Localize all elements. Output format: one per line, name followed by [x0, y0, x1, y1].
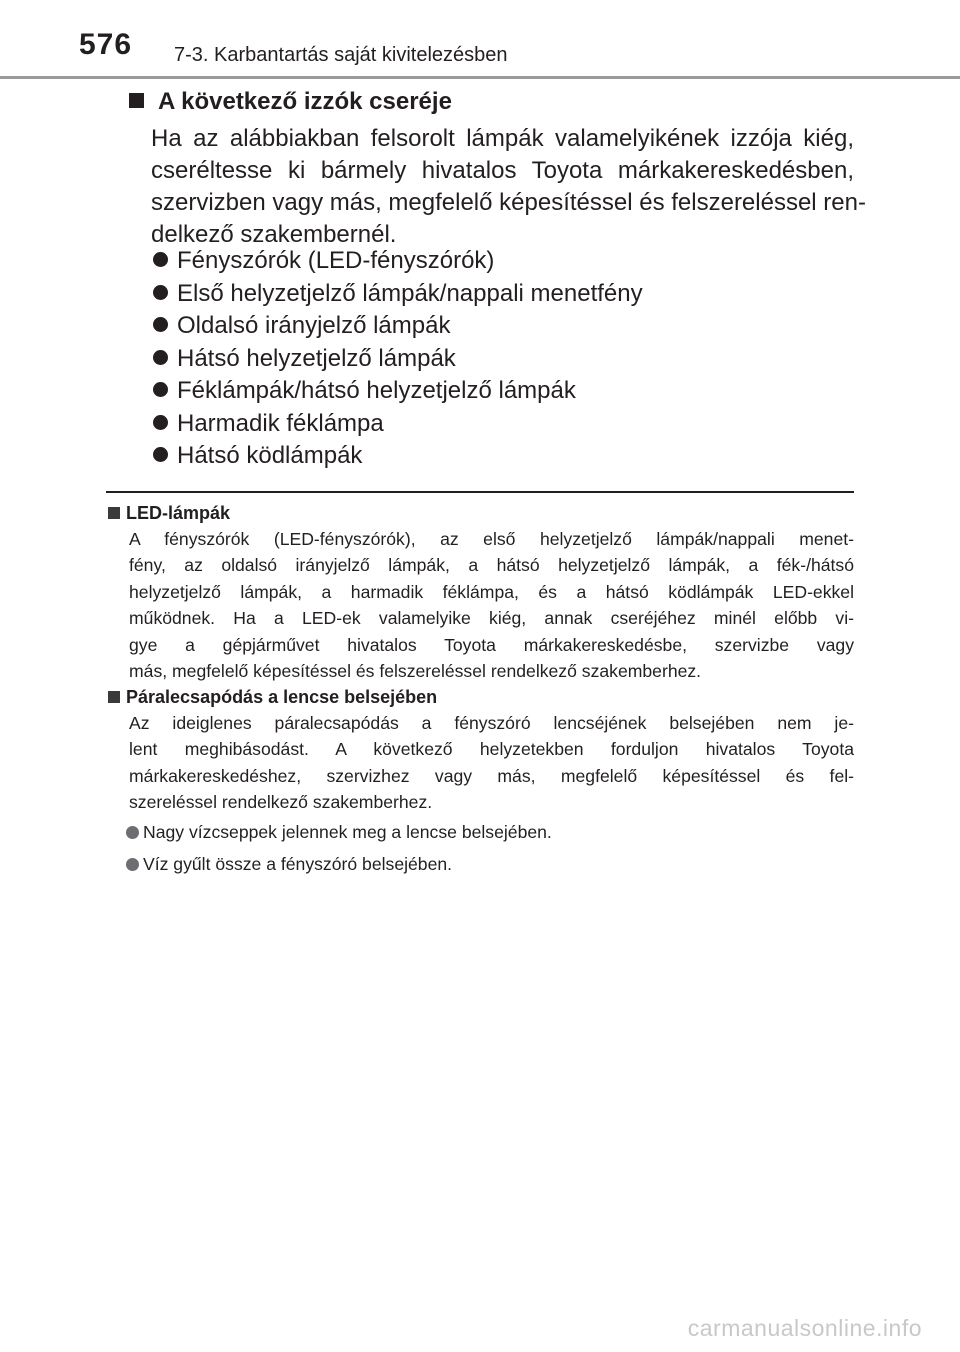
list-item-text: Hátsó ködlámpák [177, 442, 363, 469]
note-title [108, 500, 854, 526]
main-heading [129, 88, 452, 116]
paragraph-line: szervizben vagy más, megfelelő képesítéssel és felszereléssel ren- [151, 189, 866, 216]
square-bullet-icon [129, 93, 144, 108]
list-item-text: Féklámpák/hátsó helyzetjelző lámpák [177, 377, 576, 404]
paragraph-line: delkező szakembernél. [151, 221, 397, 248]
paragraph-line: Ha az alábbiakban felsorolt lámpák valamelyikének izzója kiég, [151, 125, 854, 152]
page-number: 576 [79, 28, 133, 61]
note-line: szereléssel rendelkező szakemberhez. [129, 792, 433, 813]
list-item-text: Harmadik féklámpa [177, 409, 384, 437]
list-item [153, 310, 643, 343]
header-divider [0, 76, 960, 79]
condensation-list [126, 816, 552, 880]
note-line: helyzetjelző lámpák, a harmadik féklámpa, és a hátsó ködlámpák LED-ekkel [129, 581, 854, 602]
list-item-text: Fényszórók (LED-fényszórók) [177, 247, 495, 274]
paragraph-line: cseréltesse ki bármely hivatalos Toyota márkakereskedésben, [151, 157, 854, 184]
list-item-text: Nagy vízcseppek jelennek meg a lencse belsejében. [143, 822, 552, 842]
list-item-text: Hátsó helyzetjelző lámpák [177, 344, 456, 372]
bullet-dot-icon [153, 447, 168, 462]
list-item [126, 848, 552, 880]
bullet-dot-icon [126, 826, 139, 839]
section-divider [106, 491, 854, 493]
note-line: működnek. Ha a LED-ek valamelyike kiég, annak cseréjéhez minél előbb vi- [129, 608, 854, 629]
list-item-text: Oldalsó irányjelző lámpák [177, 312, 451, 339]
note-condensation [108, 684, 854, 816]
section-title: 7-3. Karbantartás saját kivitelezésben [174, 44, 508, 66]
note-title-text: LED-lámpák [126, 503, 231, 523]
list-item [153, 278, 643, 311]
bullet-dot-icon [153, 382, 168, 397]
note-line: lent meghibásodást. A következő helyzetekben forduljon hivatalos Toyota [129, 739, 854, 760]
square-bullet-icon [108, 507, 120, 519]
list-item [153, 375, 643, 408]
note-line: fény, az oldalsó irányjelző lámpák, a hátsó helyzetjelző lámpák, a fék-/hátsó [129, 555, 854, 576]
watermark: carmanualsonline.info [687, 1315, 922, 1341]
list-item-text: Első helyzetjelző lámpák/nappali menetfény [177, 279, 643, 307]
bullet-dot-icon [153, 415, 168, 430]
bullet-dot-icon [126, 858, 139, 871]
list-item [126, 816, 552, 848]
square-bullet-icon [108, 691, 120, 703]
note-line: Az ideiglenes páralecsapódás a fényszóró lencséjének belsejében nem je- [129, 713, 854, 733]
note-title-text: Páralecsapódás a lencse belsejében [126, 687, 438, 707]
list-item [153, 440, 643, 473]
list-item [153, 343, 643, 376]
note-body [129, 710, 854, 816]
list-item [153, 408, 643, 441]
note-line: gye a gépjárművet hivatalos Toyota márkakereskedésbe, szervizbe vagy [129, 634, 854, 655]
note-line: más, megfelelő képesítéssel és felszereléssel rendelkező szakemberhez. [129, 660, 702, 681]
bullet-dot-icon [153, 350, 168, 365]
bullet-dot-icon [153, 252, 168, 267]
main-paragraph [151, 123, 866, 251]
note-title [108, 684, 854, 710]
list-item-text: Víz gyűlt össze a fényszóró belsejében. [143, 854, 453, 874]
main-heading-text: A következő izzók cseréje [158, 88, 452, 115]
note-body [129, 526, 854, 684]
list-item [153, 245, 643, 278]
note-led-lamps [108, 500, 854, 684]
note-line: márkakereskedéshez, szervizhez vagy más, megfelelő képesítéssel és fel- [129, 765, 854, 786]
bullet-dot-icon [153, 317, 168, 332]
note-line: A fényszórók (LED-fényszórók), az első helyzetjelző lámpák/nappali menet- [129, 529, 854, 549]
bullet-dot-icon [153, 285, 168, 300]
lamp-list [153, 245, 643, 473]
